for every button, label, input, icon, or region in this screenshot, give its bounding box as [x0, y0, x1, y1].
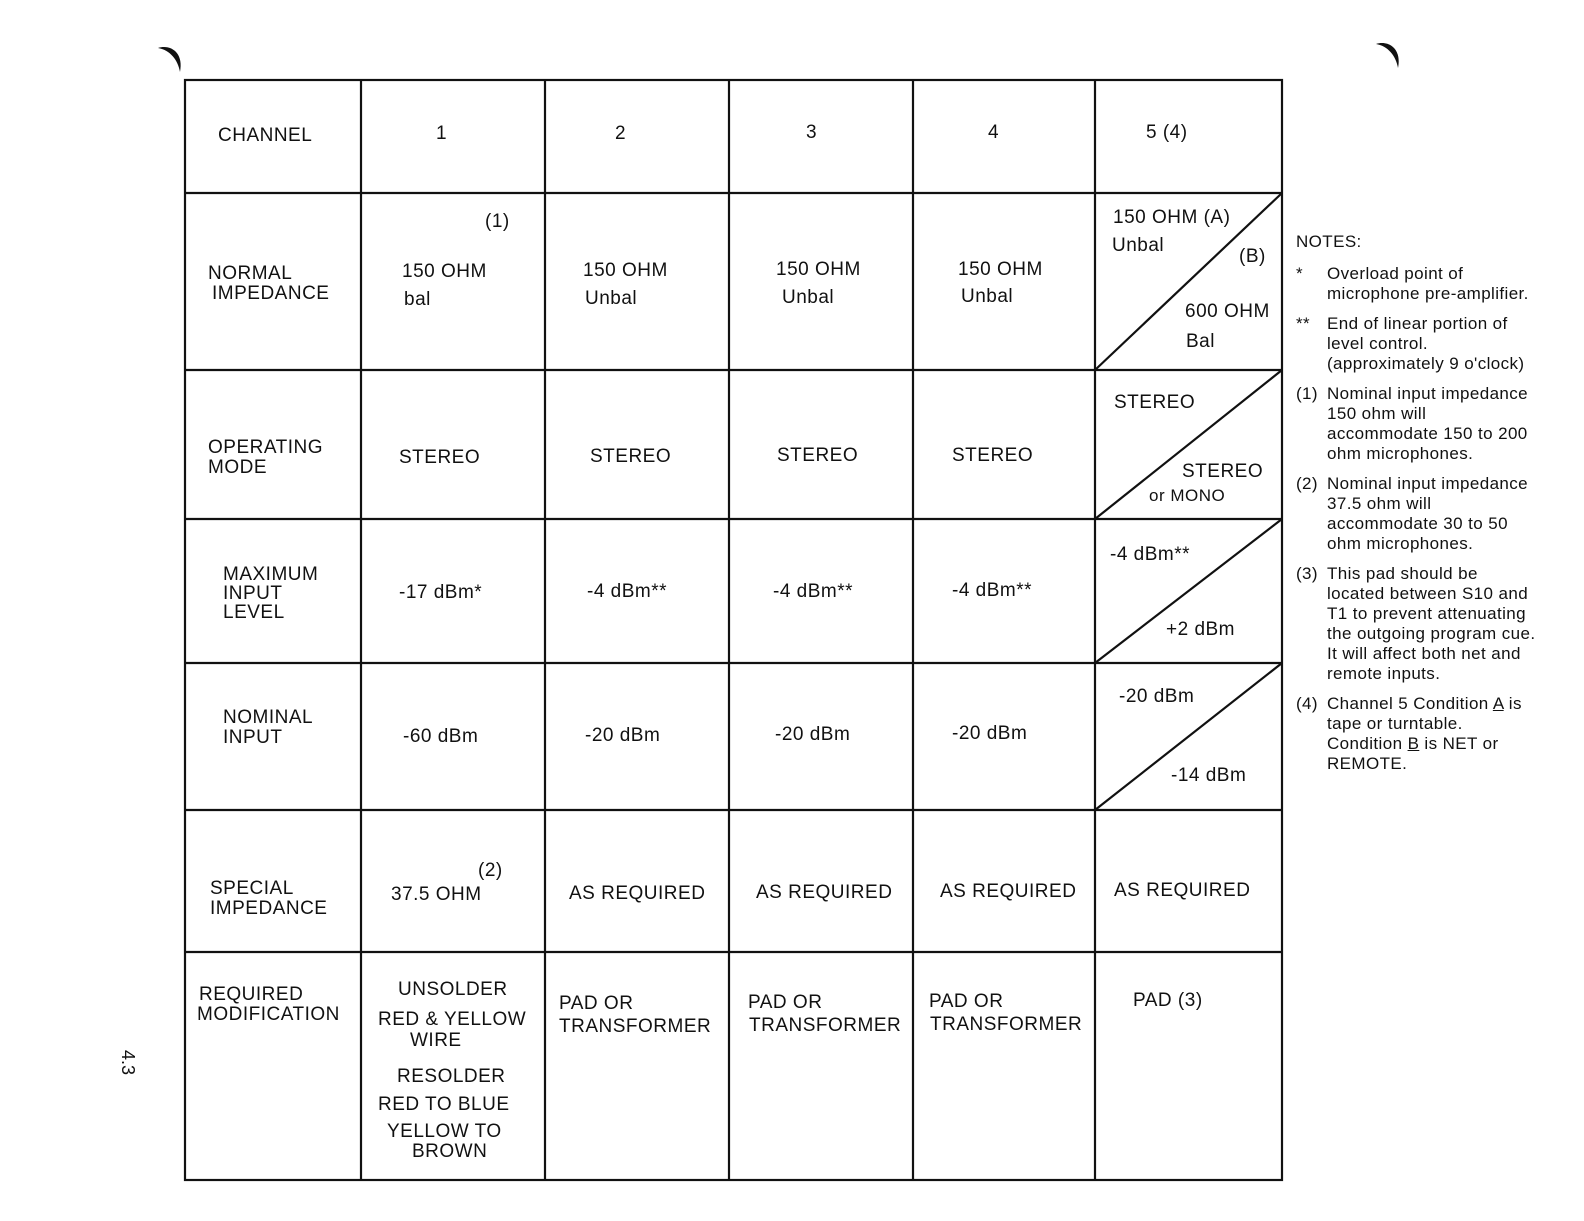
note-text-part: is tape or turntable. Condition: [1327, 694, 1522, 753]
max-input-level-c5-b: +2 dBm: [1166, 619, 1236, 640]
note-condition-a: A: [1492, 694, 1504, 713]
notes-heading: NOTES:: [1296, 232, 1362, 251]
row-label-special-impedance-1: SPECIAL: [210, 878, 294, 899]
row-label-required-modification-1: REQUIRED: [199, 984, 304, 1005]
special-impedance-c1: 37.5 OHM: [391, 884, 482, 905]
max-input-level-c5-a: -4 dBm**: [1110, 544, 1191, 565]
row-label-normal-impedance-2: IMPEDANCE: [212, 283, 330, 304]
notes-section: [1296, 232, 1536, 784]
required-modification-c1-line5: RED TO BLUE: [378, 1094, 510, 1115]
operating-mode-c5-b-alt: or MONO: [1149, 486, 1226, 505]
note-key: (2): [1296, 474, 1318, 493]
required-modification-c4-line2: TRANSFORMER: [930, 1014, 1083, 1035]
row-label-max-input-level-3: LEVEL: [223, 602, 285, 623]
max-input-level-c1: -17 dBm*: [399, 582, 483, 603]
note-text: Nominal input impedance 37.5 ohm will accommodate 30 to 50 ohm microphones.: [1327, 474, 1529, 553]
normal-impedance-c5-b-type: Bal: [1186, 331, 1215, 352]
row-label-max-input-level-2: INPUT: [223, 583, 283, 604]
note-item: [1296, 694, 1536, 774]
max-input-level-c2: -4 dBm**: [587, 581, 668, 602]
col-header-3: 3: [806, 122, 818, 143]
operating-mode-c2: STEREO: [590, 446, 672, 467]
operating-mode-c5-b: STEREO: [1182, 461, 1264, 482]
required-modification-c3-line2: TRANSFORMER: [749, 1015, 902, 1036]
required-modification-c1-line2: RED & YELLOW: [378, 1009, 527, 1030]
note-item: [1296, 384, 1536, 464]
nominal-input-c3: -20 dBm: [775, 724, 851, 745]
note-item: [1296, 474, 1536, 554]
note-text: Nominal input impedance 150 ohm will accommodate 150 to 200 ohm microphones.: [1327, 384, 1529, 463]
page-number: 4.3: [118, 1050, 138, 1076]
nominal-input-c5-b: -14 dBm: [1171, 765, 1247, 786]
special-impedance-c4: AS REQUIRED: [940, 881, 1077, 902]
required-modification-c1-line3: WIRE: [410, 1030, 462, 1051]
normal-impedance-c1-ref: (1): [485, 211, 510, 232]
normal-impedance-c1-value: 150 OHM: [402, 261, 487, 282]
operating-mode-c5-a: STEREO: [1114, 392, 1196, 413]
normal-impedance-c3-value: 150 OHM: [776, 259, 861, 280]
note-text-part: is NET or REMOTE.: [1327, 734, 1499, 773]
note-item: [1296, 564, 1536, 684]
operating-mode-c3: STEREO: [777, 445, 859, 466]
normal-impedance-c5-a-type: Unbal: [1112, 235, 1165, 256]
note-text: End of linear portion of level control. (approximately 9 o'clock): [1327, 314, 1525, 373]
note-key: (3): [1296, 564, 1318, 583]
col-header-channel: CHANNEL: [218, 125, 313, 146]
note-item: [1296, 314, 1536, 374]
required-modification-c4-line1: PAD OR: [929, 991, 1004, 1012]
note-item: [1296, 264, 1536, 304]
normal-impedance-c4-type: Unbal: [961, 286, 1014, 307]
row-label-nominal-input-1: NOMINAL: [223, 707, 314, 728]
max-input-level-c3: -4 dBm**: [773, 581, 854, 602]
col-header-5: 5 (4): [1146, 122, 1188, 143]
operating-mode-c4: STEREO: [952, 445, 1034, 466]
note-text: Overload point of microphone pre-amplifier.: [1327, 264, 1529, 303]
row-label-operating-mode-2: MODE: [208, 457, 267, 478]
required-modification-c1-line6: YELLOW TO: [387, 1121, 502, 1142]
note-text: This pad should be located between S10 and T1 to prevent attenuating the outgoing program cue. It will affect both net and remote inputs.: [1327, 564, 1536, 683]
row-label-operating-mode-1: OPERATING: [208, 437, 323, 458]
nominal-input-c1: -60 dBm: [403, 726, 479, 747]
row-label-max-input-level-1: MAXIMUM: [223, 564, 319, 585]
required-modification-c1-line7: BROWN: [412, 1141, 488, 1162]
row-label-required-modification-2: MODIFICATION: [197, 1004, 340, 1025]
normal-impedance-c5-ref-b: (B): [1239, 246, 1266, 267]
normal-impedance-c3-type: Unbal: [782, 287, 835, 308]
required-modification-c1-line4: RESOLDER: [397, 1066, 506, 1087]
note-text: [1327, 694, 1536, 774]
note-text-part: Channel 5 Condition: [1327, 694, 1493, 713]
note-key: **: [1296, 314, 1311, 333]
special-impedance-c2: AS REQUIRED: [569, 883, 706, 904]
row-label-special-impedance-2: IMPEDANCE: [210, 898, 328, 919]
nominal-input-c2: -20 dBm: [585, 725, 661, 746]
normal-impedance-c5-b-value: 600 OHM: [1185, 301, 1270, 322]
required-modification-c3-line1: PAD OR: [748, 992, 823, 1013]
col-header-4: 4: [988, 122, 1000, 143]
note-key: (1): [1296, 384, 1318, 403]
special-impedance-c5: AS REQUIRED: [1114, 880, 1251, 901]
required-modification-c5: PAD (3): [1133, 990, 1203, 1011]
required-modification-c2-line1: PAD OR: [559, 993, 634, 1014]
normal-impedance-c4-value: 150 OHM: [958, 259, 1043, 280]
max-input-level-c4: -4 dBm**: [952, 580, 1033, 601]
nominal-input-c5-a: -20 dBm: [1119, 686, 1195, 707]
note-condition-b: B: [1407, 734, 1420, 753]
normal-impedance-c2-value: 150 OHM: [583, 260, 668, 281]
row-label-nominal-input-2: INPUT: [223, 727, 283, 748]
col-header-1: 1: [436, 123, 448, 144]
nominal-input-c4: -20 dBm: [952, 723, 1028, 744]
special-impedance-c3: AS REQUIRED: [756, 882, 893, 903]
required-modification-c1-line1: UNSOLDER: [398, 979, 508, 1000]
col-header-2: 2: [615, 123, 627, 144]
normal-impedance-c5-a-value: 150 OHM (A): [1113, 207, 1231, 228]
normal-impedance-c1-type: bal: [404, 289, 431, 310]
operating-mode-c1: STEREO: [399, 447, 481, 468]
required-modification-c2-line2: TRANSFORMER: [559, 1016, 712, 1037]
note-key: (4): [1296, 694, 1318, 713]
row-label-normal-impedance-1: NORMAL: [208, 263, 293, 284]
normal-impedance-c2-type: Unbal: [585, 288, 638, 309]
note-key: *: [1296, 264, 1304, 283]
special-impedance-c1-ref: (2): [478, 860, 503, 881]
